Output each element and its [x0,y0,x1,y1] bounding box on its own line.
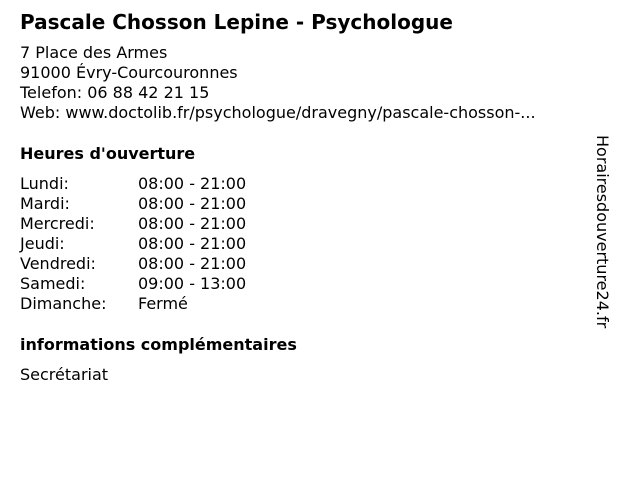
time-value: 09:00 - 13:00 [138,274,247,293]
address-line-1: 7 Place des Armes [20,43,168,62]
additional-info-text: Secrétariat [20,365,109,384]
day-label: Samedi: [20,274,86,293]
day-label: Dimanche: [20,294,107,313]
hours-table [20,174,600,314]
time-value: 08:00 - 21:00 [138,254,247,273]
time-value: 08:00 - 21:00 [138,214,247,233]
hours-row-tuesday [20,194,600,214]
day-label: Mercredi: [20,214,95,233]
time-value: 08:00 - 21:00 [138,174,247,193]
listing-content [20,10,600,385]
hours-heading: Heures d'ouverture [20,144,196,163]
time-value: 08:00 - 21:00 [138,234,247,253]
hours-row-wednesday [20,214,600,234]
day-label: Lundi: [20,174,69,193]
additional-info-heading: informations complémentaires [20,335,297,354]
hours-row-monday [20,174,600,194]
address-line-2: 91000 Évry-Courcouronnes [20,63,238,82]
day-label: Vendredi: [20,254,96,273]
day-label: Jeudi: [20,234,65,253]
hours-row-sunday [20,294,600,314]
hours-row-thursday [20,234,600,254]
business-title: Pascale Chosson Lepine - Psychologue [20,10,453,34]
contact-block [20,43,600,123]
phone-line: Telefon: 06 88 42 21 15 [20,83,210,102]
time-value: 08:00 - 21:00 [138,194,247,213]
site-watermark: Horairesdouverture24.fr [593,135,612,329]
web-line[interactable]: Web: www.doctolib.fr/psychologue/dravegny/pascale-chosson-... [20,103,536,122]
time-value: Fermé [138,294,188,313]
hours-row-saturday [20,274,600,294]
day-label: Mardi: [20,194,70,213]
hours-row-friday [20,254,600,274]
